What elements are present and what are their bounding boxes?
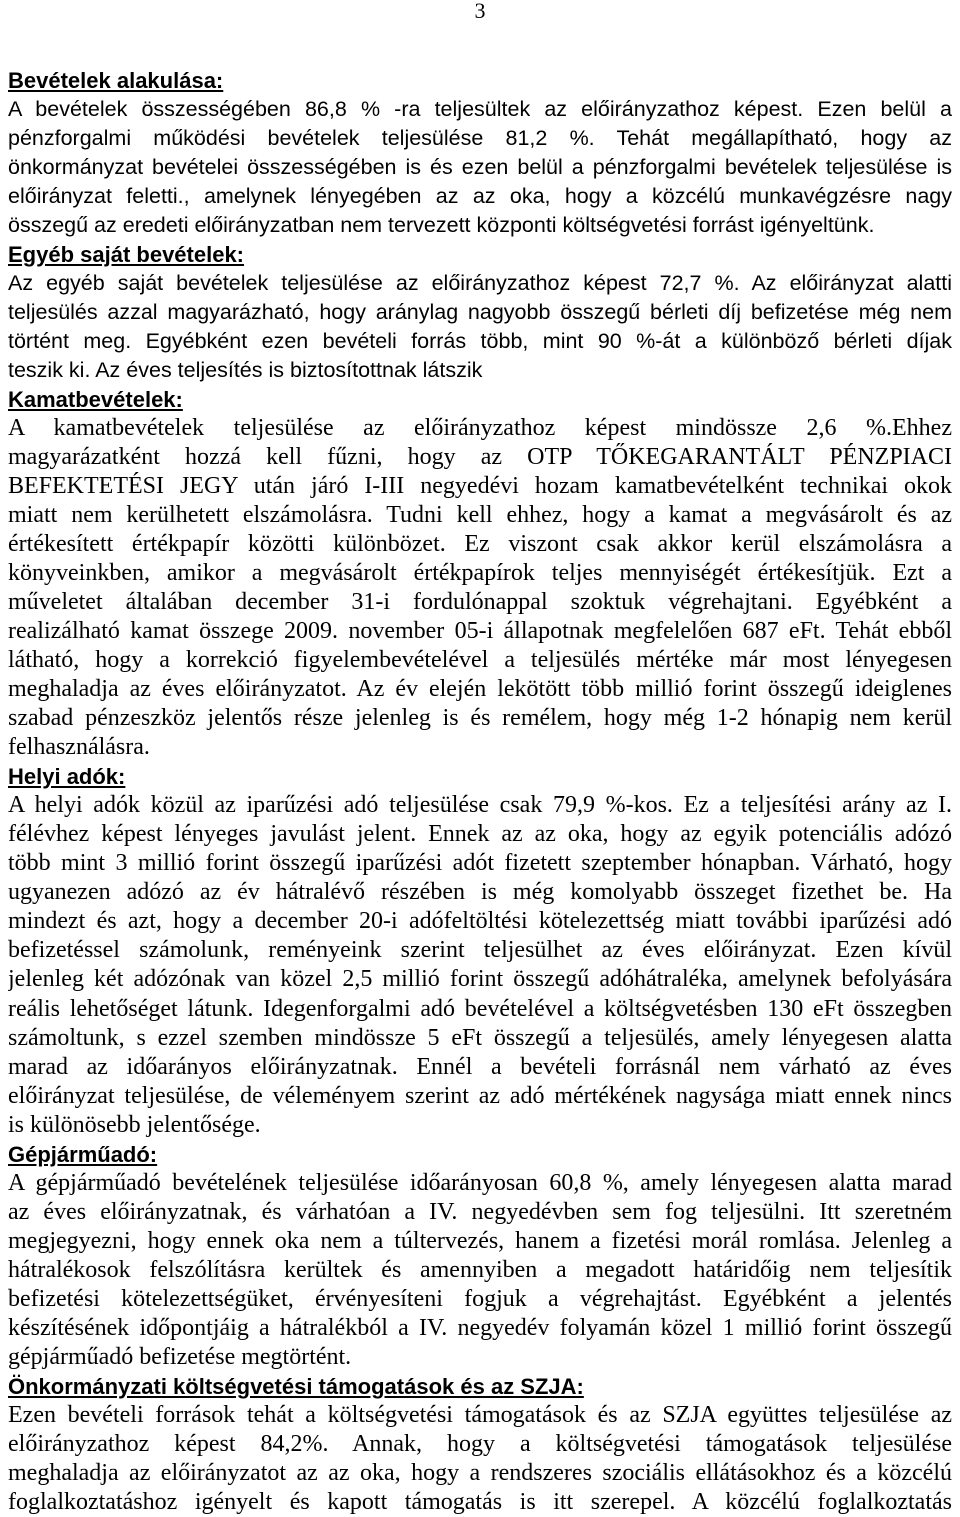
text-line: látható, hogy a korrekció figyelembevételével a teljesülés mértéke már most lényegesen [8,647,952,674]
section-heading: Helyi adók: [8,764,126,790]
text-line: előirányzat teljesülése, de véleményem szerint az adó mértékének nagysága miatt ennek nincs [8,1082,952,1109]
text-line: meghaladja az előirányzatot az az oka, hogy a rendszeres szociális ellátásokhoz és a közcélú [8,1460,952,1486]
section-bevetelek-alakulasa [8,66,952,240]
text-line: történt meg. Egyébként ezen bevételi forrás több, mint 90 %-át a különböző bérleti díjak [8,328,952,353]
text-line: pénzforgalmi működési bevételek teljesülése 81,2 %. Tehát megállapítható, hogy az [8,125,952,150]
text-line: jelenleg két adózónak van közel 2,5 millió forint összegű adóhátraléka, amelynek befolyására [8,966,952,993]
text-line: több mint 3 millió forint összegű iparűzési adót fizetett szeptember hónapban. Várható, hogy [8,850,952,877]
text-line: A helyi adók közül az iparűzési adó teljesülése csak 79,9 %-kos. Ez a teljesítési arány az I. [8,792,952,819]
text-line: befizetési kötelezettségüket, érvényesíteni fogjuk a végrehajtást. Egyébként a jelentés [8,1285,952,1312]
text-line: foglalkoztatáshoz igényelt és kapott támogatás is itt szerepel. A közcélú foglalkoztatás [8,1489,952,1516]
text-line: félévhez képest lényeges javulást jelent. Ennek az az oka, hogy az egyik potenciális adózó [8,821,952,848]
section-heading: Gépjárműadó: [8,1141,158,1167]
text-line: marad az időarányos előirányzatnak. Ennél a bevételi forrásnál nem várható az éves [8,1053,952,1080]
text-line: ugyanezen adózó az év hátralévő részében is még komolyabb összeget fizethet be. Ha [8,879,952,906]
document-body [8,66,952,1517]
text-line: az éves előirányzatnak, és várhatóan a IV. negyedévben sem fog teljesülni. Itt szeretném [8,1198,952,1225]
text-line: is különösebb jelentősége. [8,1111,261,1138]
text-line: műveletet általában december 31-i fordulónappal szoktuk végrehajtani. Egyébként a [8,589,952,616]
text-line: készítésének időpontjáig a hátralékból a IV. negyedév folyamán közel 1 millió forint összegű [8,1314,952,1341]
text-line: számoltunk, s ezzel szemben mindössze 5 eFt összegű a teljesülés, amely lényegesen alatta [8,1024,952,1051]
page-number: 3 [474,0,486,23]
text-line: előirányzat feletti., amelynek lényegében az az oka, hogy a közcélú munkavégzésre nagy [8,183,952,208]
text-line: A gépjárműadó bevételének teljesülése időarányosan 60,8 %, amely lényegesen alatta marad [8,1169,952,1196]
text-line: hátralékosok felszólításra kerültek és amennyiben a megadott határidőig nem teljesítik [8,1256,952,1283]
text-line: Ezen bevételi források tehát a költségvetési támogatások és az SZJA együttes teljesülése az [8,1401,952,1428]
text-line: befizetéssel számolunk, reményeink szerint teljesülhet az éves előirányzat. Ezen kívül [8,937,952,964]
text-line: realizálható kamat összege 2009. november 05-i állapotnak megfelelően 687 eFt. Tehát ebből [8,618,952,645]
text-line: A bevételek összességében 86,8 % -ra teljesültek az előirányzathoz képest. Ezen belül a [8,96,952,121]
section-kamatbevetelek [8,385,952,762]
text-line: könyveinkben, amikor a megvásárolt értékpapírok teljes mennyiségét értékesítjük. Ezt a [8,560,952,587]
text-line: BEFEKTETÉSI JEGY után járó I-III negyedévi hozam kamatbevételként technikai okok [8,472,952,499]
text-line: teszik ki. Az éves teljesítés is biztosítottnak látszik [8,357,483,382]
text-line: előirányzathoz képest 84,2%. Annak, hogy a költségvetési támogatások teljesülése [8,1430,952,1457]
text-line: összegű az eredeti előirányzatban nem tervezett központi költségvetési forrást igényeltünk. [8,212,875,237]
text-line: A kamatbevételek teljesülése az előirányzathoz képest mindössze 2,6 %.Ehhez [8,414,952,441]
text-line: miatt nem kerülhetett elszámolásra. Tudni kell ehhez, hogy a kamat a megvásárolt és az [8,501,952,528]
section-heading: Egyéb saját bevételek: [8,241,245,267]
section-gepjarmuado [8,1140,952,1372]
text-line: értékesített értékpapír közötti különbözet. Ez viszont csak akkor kerül elszámolásra a [8,531,952,557]
text-line: mindezt és azt, hogy a december 20-i adófeltöltési kötelezettség miatt további iparűzési adó [8,908,952,935]
section-onkormanyzati-tamogatasok [8,1372,952,1517]
text-line: szabad pénzeszköz jelentős része jelenleg is és remélem, hogy még 1-2 hónapig nem kerül [8,705,952,732]
text-line: meghaladja az éves előirányzatot. Az év elején lekötött több millió forint összegű ideiglenes [8,676,952,703]
section-heading: Kamatbevételek: [8,386,183,412]
text-line: teljesülés azzal magyarázható, hogy aránylag nagyobb összegű bérleti díj befizetése még nem [8,299,952,324]
text-line: gépjárműadó befizetése megtörtént. [8,1343,352,1370]
section-heading: Önkormányzati költségvetési támogatások és az SZJA: [8,1373,584,1399]
section-heading: Bevételek alakulása: [8,67,224,93]
text-line: Az egyéb saját bevételek teljesülése az előirányzathoz képest 72,7 %. Az előirányzat alatti [8,270,952,295]
text-line: önkormányzat bevételei összességében is és ezen belül a pénzforgalmi bevételek teljesülése is [8,154,952,179]
text-line: megjegyezni, hogy ennek oka nem a túltervezés, hanem a fizetési morál romlása. Jelenleg a [8,1227,952,1254]
section-helyi-adok [8,762,952,1139]
text-line: felhasználásra. [8,734,150,761]
text-line: reális lehetőséget látunk. Idegenforgalmi adó bevételével a költségvetésben 130 eFt összegben [8,995,952,1022]
text-line: magyarázatként hozzá kell fűzni, hogy az OTP TŐKEGARANTÁLT PÉNZPIACI [8,443,952,470]
section-egyeb-sajat-bevetelek [8,240,952,385]
